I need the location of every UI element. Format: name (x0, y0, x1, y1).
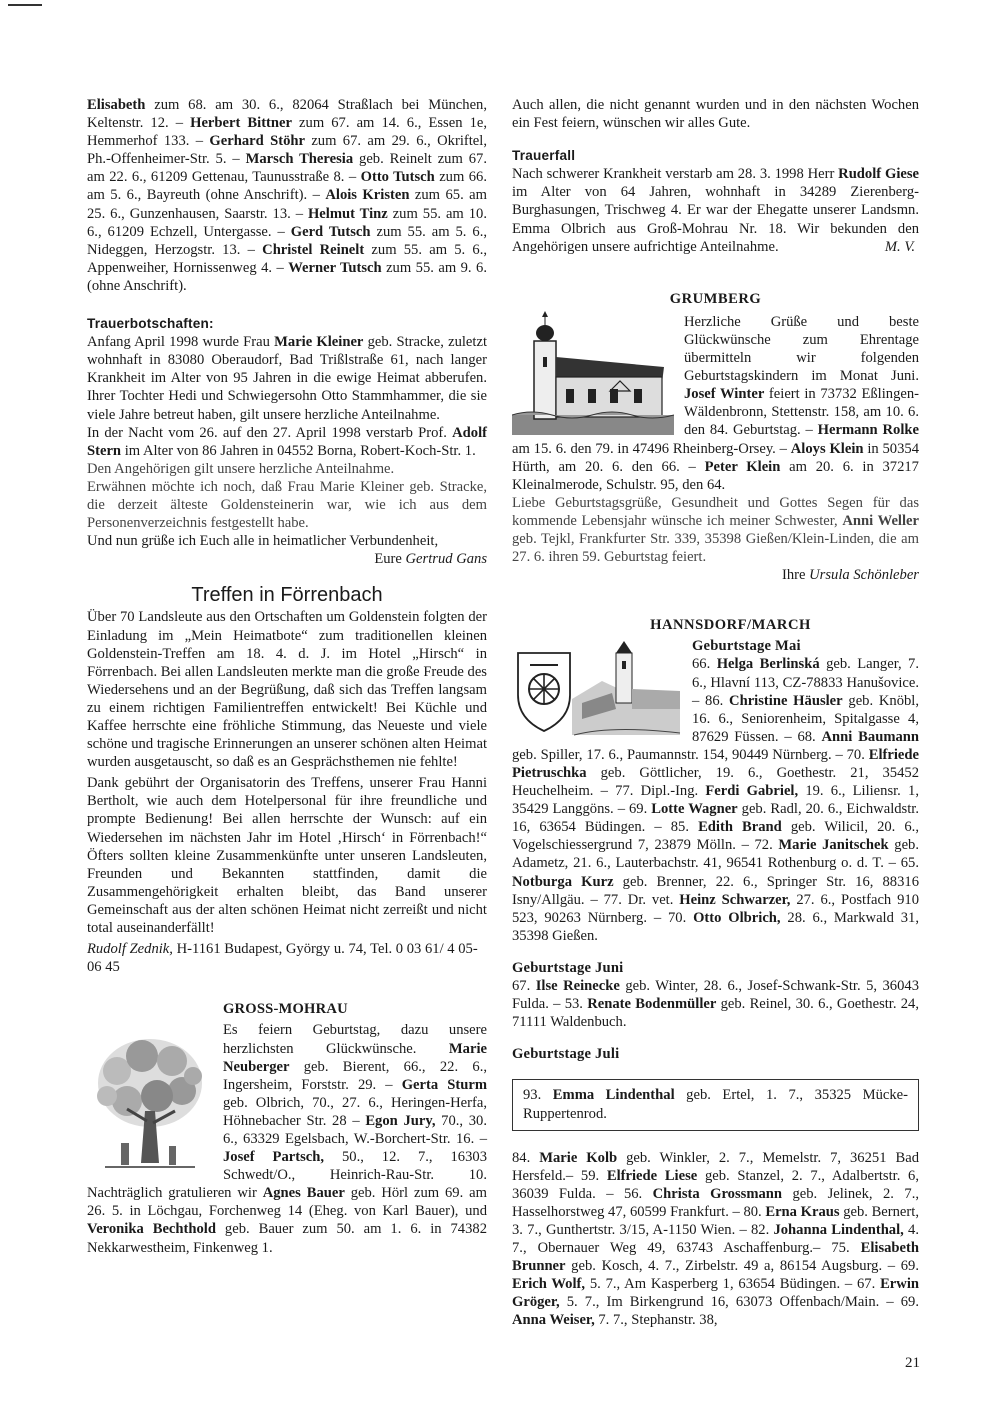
note-paragraph: Erwähnen möchte ich noch, daß Frau Marie Kleiner geb. Stracke, die derzeit älteste Goldensteinerin war, wie ich aus dem Personenverzeichnis festgestellt habe. (87, 478, 487, 532)
article-paragraph: Über 70 Landsleute aus den Ortschaften um Goldenstein folgten der Einladung im „Mein Heimatbote“ zum traditionellen kleinen Goldenstein-Treffen am 18. 4. d. J. im Hotel „Hirsch“ in Förrenbach. Bei allen Landsleuten merkte man die große Freude des Wiedersehens und an der Begrüßung, daß sich das Treffen langsam zu einem richtigen Familientreffen entwickelt! Bei Küchle und Kaffee herrschte eine fröhliche Stimmung, das Neueste und viele schöne und tragische Erinnerungen an unserer schönen alten Heimat wurden ausgetauscht, so daß es an Gesprächsthemen nie fehlte! (87, 609, 487, 771)
article-title: Treffen in Förrenbach (191, 584, 383, 607)
text-run: am 15. 6. den 79. in 47496 Rheinberg-Orsey. – (512, 440, 791, 457)
signature-name: Gertrud Gans (405, 551, 487, 568)
person-name: Johanna Lindenthal, (773, 1221, 904, 1238)
person-name: Marsch Theresia (245, 151, 354, 168)
text-run: Herzliche Grüße und beste Glückwünsche zum Ehrentage übermitteln wir folgenden Geburtstagskindern im Monat Juni. (684, 313, 919, 385)
text-run: zum 66. am 5. 6., Bayreuth (ohne Anschrift). – (87, 169, 487, 204)
text-run: geb. Radl, 20. 6., Eichwaldstr. 16, 63654 Büdingen. – 85. (512, 801, 919, 836)
text-run: 50., 12. 7., 16303 Schwedt/O., Heinrich-Rau-Str. 10. Nachträglich gratulieren wir (87, 1149, 487, 1202)
text-run: geb. Winkler, 2. 7., Memelstr. 7, 36251 Bad Hersfeld.– 59. (512, 1149, 919, 1184)
greeting-line: Und nun grüße ich Euch alle in heimatlicher Verbundenheit, (87, 533, 439, 550)
person-name: Herbert Bittner (190, 115, 292, 132)
text-run: geb. Adametz, 21. 6., Lauterbachstr. 41, 96541 Rothenburg o. d. T. – 65. (512, 837, 919, 872)
person-name: Hermann Rolke (817, 422, 919, 439)
text-run: zum 55. am 10. 6., 61209 Echzell, Untergasse. – (87, 205, 487, 240)
person-name: Anni Baumann (821, 728, 919, 745)
text-run: zum 55. am 5. 6., Appenweiher, Hornissenweg 4. – (87, 241, 488, 276)
person-name: Anni Weller (842, 512, 919, 529)
person-name: Elfriede Pietruschka (512, 746, 919, 781)
text-run: zum 55. am 9. 6. (ohne Anschrift). (87, 259, 487, 294)
text-run: geb. Bauer zum 50. am 1. 6. in 74382 Nekkarwestheim, Finkenweg 1. (87, 1221, 487, 1256)
person-name: Helga Berlinská (716, 656, 820, 673)
text-run: geb. Spiller, 17. 6., Paumannstr. 154, 90449 Nürnberg. – 70. (512, 746, 869, 763)
signature (87, 550, 487, 568)
coat-of-arms-illustration (512, 639, 682, 737)
subheading-geburtstage-mai: Geburtstage Mai (692, 638, 801, 655)
person-name: Edith Brand (698, 819, 782, 836)
text-run: Nach schwerer Krankheit verstarb am 28. 3. 1998 Herr (512, 166, 839, 183)
text-run: 28. 6., Markwald 31, 35398 Gießen. (512, 909, 919, 944)
person-name: Peter Klein (704, 458, 781, 475)
text-run: geb. Reinelt zum 67. am 22. 6., 61209 Gettenau, Taunusstraße 8. – (87, 151, 487, 186)
person-name: Werner Tutsch (288, 259, 382, 276)
person-name: Erna Kraus (765, 1203, 840, 1220)
text-run: geb. Knöbl, 16. 6., Seniorenheim, Spitalgasse 4, 87629 Füssen. – 68. (692, 692, 919, 745)
author-address: H-1161 Budapest, György u. 74, Tel. 0 03 61/ 4 05-06 45 (87, 941, 478, 976)
person-name: Helmut Tinz (307, 205, 388, 222)
text-run: geb. Bernert, 3. 7., Gunthertstr. 3/15, A-1150 Wien. – 82. (512, 1203, 919, 1238)
section-heading-trauerfall: Trauerfall (512, 148, 576, 164)
scan-edge-mark (8, 4, 42, 6)
text-run: 5. 7., Am Kasperberg 1, 63654 Büdingen. – 67. (585, 1276, 881, 1293)
person-name: Adolf Stern (87, 424, 487, 459)
text-run: zum 68. am 30. 6., 82064 Straßlach bei München, Keltenstr. 12. – (87, 97, 487, 132)
person-name: Josef Winter (684, 386, 765, 403)
text-run: geb. Stracke, zuletzt wohnhaft in 83080 Oberaudorf, Bad Trißlstraße 61, nach langer Krankheit im Alter von 95 Jahren in die ewige Heimat abberufen. Ihrer Tochter Hedi und Schwiegersohn Otto Stammhammer, die sie viele Jahre betreut haben, gilt unsere herzliche Anteilnahme. (87, 334, 487, 423)
person-name: Notburga Kurz (512, 873, 614, 890)
text-run: geb. Ertel, 1. 7., 35325 Mücke-Ruppertenrod. (523, 1087, 909, 1122)
text-run: zum 65. am 25. 6., Gunzenhausen, Saarstr. 13. – (87, 187, 487, 222)
section-heading-grumberg: GRUMBERG (669, 290, 762, 307)
person-name: Marie Kleiner (274, 334, 364, 351)
text-run: geb. Wilicil, 20. 6., Vogelschiessergrund 7, 23879 Mölln. – 72. (512, 819, 919, 854)
person-name: Marie Kolb (539, 1149, 618, 1166)
person-name: Egon Jury, (365, 1112, 436, 1129)
left-column (87, 96, 487, 1257)
person-name: Emma Lindenthal (552, 1087, 675, 1104)
person-name: Rudolf Giese (838, 166, 920, 183)
text-run: 93. (523, 1087, 553, 1104)
person-name: Renate Bodenmüller (587, 996, 717, 1013)
text-run: geb. Winter, 28. 6., Josef-Schwank-Str. 5, 36043 Fulda. – 53. (512, 978, 919, 1013)
text-run: zum 55. am 5. 6., Nideggen, Herzogstr. 13. – (87, 223, 487, 258)
birthday-list-paragraph (87, 96, 487, 295)
text-run: geb. Kosch, 4. 7., Zirbelstr. 49 a, 86154 Augsburg. – 69. (565, 1258, 919, 1275)
person-name: Ferdi Gabriel, (705, 783, 799, 800)
obituary-paragraph (87, 424, 487, 460)
signature (512, 566, 919, 584)
person-name: Alois Kristen (325, 187, 410, 204)
person-name: Gerta Sturm (401, 1076, 487, 1093)
person-name: Elisabeth Brunner (512, 1240, 919, 1275)
text-run: 5. 7., Im Birkengrund 16, 63073 Offenbach/Main. – 69. (559, 1294, 919, 1311)
right-column (512, 96, 919, 1330)
text-run: geb. Tejkl, Frankfurter Str. 339, 35398 Gießen/Klein-Linden, die am 27. 6. ihren 59. Geburtstag feiert. (512, 530, 919, 566)
section-heading-trauerbotschaften: Trauerbotschaften: (87, 316, 214, 332)
text-run: In der Nacht vom 26. auf den 27. April 1998 verstarb Prof. (87, 424, 453, 441)
person-name: Gerd Tutsch (290, 223, 371, 240)
person-name: Marie Neuberger (223, 1040, 487, 1075)
person-name: Marie Janitschek (778, 837, 889, 854)
text-run: geb. Brenner, 22. 6., Springer Str. 16, 88316 Isny/Allgäu. – 77. Dr. vet. (512, 873, 919, 908)
text-run: 66. (692, 656, 717, 673)
condolence-line: Den Angehörigen gilt unsere herzliche Anteilnahme. (87, 460, 395, 477)
text-run: 27. 6., Postfach 910 523, 90263 Nürnberg. – 70. (512, 891, 919, 926)
text-run: feiert in 73732 Eßlingen-Wäldenbronn, Stettenstr. 158, am 10. 6. den 84. Geburtstag. – (684, 386, 919, 439)
birthday-list-paragraph (512, 1149, 919, 1330)
subheading-geburtstage-juni: Geburtstage Juni (512, 959, 624, 976)
section-heading-hannsdorf-march: HANNSDORF/MARCH (650, 617, 811, 634)
text-run: im Alter von 64 Jahren, wohnhaft in 34289 Zierenberg-Burghasungen, Trischweg 4. Er war der Ehegatte unserer Landsmn. Emma Olbrich aus Groß-Mohrau Nr. 18. Wir bekunden den Angehörigen unsere aufrichtige Anteilnahme. (512, 184, 919, 255)
highlight-box (512, 1079, 919, 1130)
text-run: geb. Reinel, 30. 6., Goethestr. 24, 71111 Waldenbuch. (512, 996, 920, 1031)
person-name: Gerhard Stöhr (209, 133, 305, 150)
author-name: Rudolf Zednik, (87, 941, 173, 958)
person-name: Christel Reinelt (262, 241, 365, 258)
text-run: geb. Jelinek, 2. 7., Hasselhorstweg 47, 60599 Frankfurt. – 80. (512, 1185, 919, 1220)
person-name: Otto Tutsch (360, 169, 435, 186)
obituary-paragraph (87, 333, 487, 423)
birthday-list-paragraph (512, 977, 919, 1031)
person-name: Erich Wolf, (512, 1276, 586, 1293)
person-name: Elfriede Liese (606, 1167, 698, 1184)
person-name: Ilse Reinecke (535, 978, 620, 995)
article-paragraph: Dank gebührt der Organisatorin des Treffens, unserer Frau Hanni Bertholt, wie auch dem Hotelpersonal für ihre freundliche und prompte Bedienung! Bei allen herrschte der Wunsch: auf ein Wiedersehen im nächsten Jahr im Hotel ‚Hirsch‘ in Förrenbach!“ Öfters sollten kleine Zusammenkünfte unter unseren Landsleuten, Freunden und Bekannten stattfinden, damit die Zusammengehörigkeit erhalten bleibt, das Band unserer Gemeinschaft aus der alten schönen Heimat nicht zerreißt und nicht total auseinanderfällt! (87, 775, 487, 937)
text-run: Es feiern Geburtstag, dazu unsere herzlichsten Glückwünsche. (223, 1022, 487, 1057)
person-name: Anna Weiser, (512, 1312, 595, 1329)
section-heading-gross-mohrau: GROSS-MOHRAU (223, 1001, 348, 1018)
text-run: 4. 7., Obernauer Weg 49, 63743 Aschaffenburg.– 75. (512, 1221, 919, 1257)
page-number: 21 (905, 1355, 920, 1371)
person-name: Otto Olbrich, (693, 909, 781, 926)
text-run: Liebe Geburtstagsgrüße, Gesundheit und Gottes Segen für das kommende Lebensjahr wünsche ich meiner Schwester, (512, 494, 919, 529)
text-run: 7. 7., Stephanstr. 38, (594, 1312, 718, 1329)
obituary-paragraph (512, 165, 919, 255)
text-run: Anfang April 1998 wurde Frau (87, 334, 275, 351)
person-name: Elisabeth (87, 97, 146, 113)
text-run: 70., 30. 6., 63329 Egelsbach, W.-Borchert-Str. 16. – (223, 1112, 487, 1147)
text-run: geb. Hörl zum 69. am 26. 5. in Löchgau, Forchenweg 14 (Eheg. von Karl Bauer), und (87, 1185, 487, 1220)
text-run: zum 67. am 14. 6., Essen 1e, Hemmerhof 133. – (87, 115, 487, 150)
text-run: 84. (512, 1149, 540, 1166)
signature-prefix: Eure (374, 551, 406, 568)
signature-initials: M. V. (884, 238, 915, 255)
text-run: 19. 6., Liliensr. 1, 35429 Langgöns. – 69. (512, 783, 919, 818)
article-signature (87, 940, 487, 976)
text-run: geb. Olbrich, 70., 27. 6., Heringen-Herfa, Höhnebacher Str. 28 – (223, 1094, 487, 1129)
person-name: Christine Häusler (729, 692, 843, 709)
text-run: geb. Stanzel, 2. 7., Adalbertstr. 6, 36039 Fulda. – 56. (512, 1167, 920, 1202)
tree-illustration (87, 1031, 213, 1171)
text-run: am 20. 6. in 37217 Kleinalmerode, Schulstr. 95, den 64. (512, 458, 919, 493)
person-name: Lotte Wagner (651, 801, 738, 818)
text-run: geb. Göttlicher, 19. 6., Goethestr. 21, 35452 Heuchelheim. – 77. Dipl.-Ing. (512, 765, 919, 800)
text-run: in 50354 Hürth, am 20. 6. den 66. – (512, 440, 919, 475)
wishes-paragraph (512, 494, 919, 566)
church-illustration (512, 311, 674, 435)
text-run: zum 67. am 29. 6., Okriftel, Ph.-Offenheimer-Str. 5. – (87, 133, 487, 168)
text-run: geb. Langer, 7. 6., Hlavní 113, CZ-78833 Hanušovice. – 86. (692, 656, 920, 709)
person-name: Heinz Schwarzer, (679, 891, 791, 908)
person-name: Josef Partsch, (223, 1149, 325, 1166)
text-run: geb. Bierent, 66., 22. 6., Ingersheim, Forststr. 29. – (223, 1058, 487, 1093)
person-name: Agnes Bauer (262, 1185, 345, 1202)
person-name: Christa Grossmann (652, 1185, 783, 1202)
person-name: Aloys Klein (790, 440, 864, 457)
signature-prefix: Ihre (781, 567, 810, 584)
wishes-paragraph: Auch allen, die nicht genannt wurden und in den nächsten Wochen ein Fest feiern, wünschen wir alles Gute. (512, 97, 919, 132)
person-name: Veronika Bechthold (87, 1221, 216, 1238)
obituary-text (512, 166, 919, 254)
signature-name: Ursula Schönleber (809, 567, 919, 584)
text-run: 67. (512, 978, 536, 995)
person-name: Erwin Gröger, (512, 1276, 919, 1311)
subheading-geburtstage-juli: Geburtstage Juli (512, 1046, 620, 1063)
text-run: im Alter von 86 Jahren in 04552 Borna, Robert-Koch-Str. 1. (121, 442, 476, 459)
